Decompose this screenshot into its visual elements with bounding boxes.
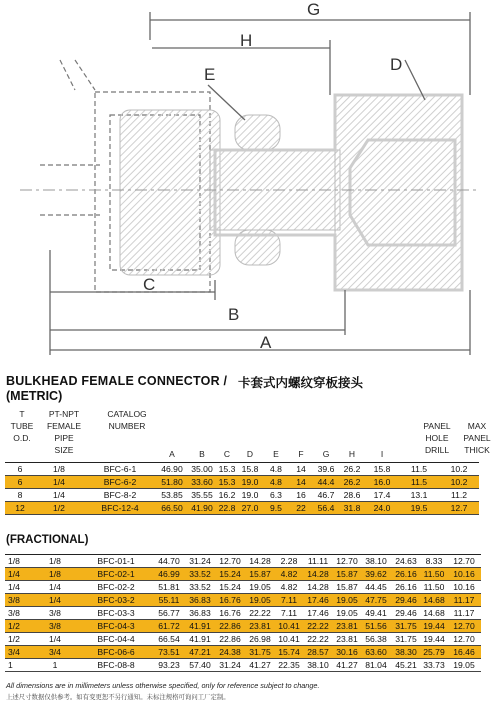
cell-c: 12.70 [219, 556, 241, 566]
cell-b: 31.24 [189, 556, 211, 566]
cell-drill: 11.50 [423, 569, 445, 579]
header-col-d: D [246, 449, 254, 459]
cell-d: 23.81 [249, 621, 271, 631]
cell-t: 6 [17, 464, 23, 474]
cell-d: 19.0 [241, 490, 259, 500]
table-row [5, 568, 481, 581]
title-chinese: 卡套式内螺纹穿板接头 [238, 375, 364, 390]
cell-e: 4.82 [280, 569, 298, 579]
cell-drill: 11.5 [410, 464, 428, 474]
cell-t: 12 [15, 503, 25, 513]
cell-g: 30.16 [336, 647, 358, 657]
cell-b: 35.55 [191, 490, 213, 500]
label-b: B [228, 305, 240, 324]
cell-d: 27.0 [241, 503, 259, 513]
cell-pt: 1/4 [49, 634, 61, 644]
cell-h: 49.41 [365, 608, 387, 618]
cell-b: 57.40 [189, 660, 211, 670]
cell-g: 12.70 [336, 556, 358, 566]
cell-drill: 19.44 [423, 621, 445, 631]
cell-drill: 8.33 [425, 556, 443, 566]
cell-f: 22.22 [307, 634, 329, 644]
header-catalog: CATALOG NUMBER [107, 409, 147, 431]
cell-g: 15.87 [336, 569, 358, 579]
cell-a: 93.23 [158, 660, 180, 670]
cell-thick: 10.16 [453, 582, 475, 592]
cell-f: 22.22 [307, 621, 329, 631]
cell-thick: 11.2 [450, 490, 468, 500]
cell-h: 28.6 [343, 490, 361, 500]
cell-f: 14 [296, 464, 306, 474]
cell-g: 15.87 [336, 582, 358, 592]
cell-c: 24.38 [219, 647, 241, 657]
cell-i: 31.75 [395, 621, 417, 631]
cell-e: 6.3 [270, 490, 282, 500]
cell-drill: 11.5 [410, 477, 428, 487]
cell-t: 3/4 [8, 647, 20, 657]
cell-i: 24.0 [373, 503, 391, 513]
cell-c: 22.8 [218, 503, 236, 513]
cell-g: 56.4 [317, 503, 335, 513]
cell-b: 33.52 [189, 582, 211, 592]
cell-pt: 3/8 [49, 621, 61, 631]
cell-t: 1/8 [8, 556, 20, 566]
cell-a: 73.51 [158, 647, 180, 657]
cell-drill: 13.1 [410, 490, 428, 500]
cell-t: 6 [17, 477, 23, 487]
cell-a: 66.54 [158, 634, 180, 644]
cell-thick: 12.7 [450, 503, 468, 513]
cell-c: 16.76 [219, 608, 241, 618]
cell-t: 1/2 [8, 621, 20, 631]
cell-a: 66.50 [161, 503, 183, 513]
cell-i: 31.75 [395, 634, 417, 644]
cell-pt: 1/4 [49, 595, 61, 605]
cell-drill: 11.50 [423, 582, 445, 592]
cell-f: 11.11 [307, 556, 329, 566]
cell-h: 38.10 [365, 556, 387, 566]
cell-thick: 10.16 [453, 569, 475, 579]
cell-thick: 16.46 [453, 647, 475, 657]
footnote-english: All dimensions are in millimeters unless otherwise specified, only for reference subject to change. [6, 681, 320, 690]
cell-b: 41.91 [189, 621, 211, 631]
cell-c: 15.24 [219, 569, 241, 579]
header-col-f: F [298, 449, 304, 459]
cell-drill: 19.44 [423, 634, 445, 644]
cell-b: 33.60 [191, 477, 213, 487]
cell-b: 41.91 [189, 634, 211, 644]
cell-h: 26.2 [343, 477, 361, 487]
cell-d: 19.05 [249, 582, 271, 592]
cell-cat: BFC-6-2 [103, 477, 137, 487]
cell-pt: 1/4 [53, 477, 65, 487]
cell-d: 15.8 [241, 464, 259, 474]
cell-f: 38.10 [307, 660, 329, 670]
cell-d: 31.75 [249, 647, 271, 657]
table-row [5, 620, 481, 633]
cell-d: 14.28 [249, 556, 271, 566]
cell-a: 61.72 [158, 621, 180, 631]
header-col-a: A [169, 449, 175, 459]
cell-f: 14 [296, 477, 306, 487]
header-tube-od: T TUBE O.D. [10, 409, 34, 443]
cell-g: 23.81 [336, 634, 358, 644]
cell-e: 9.5 [270, 503, 282, 513]
table-row [5, 581, 481, 594]
cell-cat: BFC-8-2 [103, 490, 137, 500]
cell-i: 38.30 [395, 647, 417, 657]
cell-e: 10.41 [278, 621, 300, 631]
cell-drill: 14.68 [423, 595, 445, 605]
header-col-c: C [223, 449, 231, 459]
cell-e: 10.41 [278, 634, 300, 644]
cell-d: 19.05 [249, 595, 271, 605]
header-col-g: G [322, 449, 330, 459]
cell-e: 22.35 [278, 660, 300, 670]
table-row [5, 607, 481, 620]
cell-a: 51.80 [161, 477, 183, 487]
footnote-chinese: 上述尺寸数据仅供参考。如有变更恕不另行通知。未标注规格可询问工厂定制。 [6, 693, 230, 701]
fractional-table [5, 554, 481, 672]
table-row [5, 594, 481, 607]
cell-pt: 3/4 [49, 647, 61, 657]
cell-thick: 11.17 [453, 608, 475, 618]
table-row [5, 502, 479, 515]
cell-c: 15.3 [218, 464, 236, 474]
cell-c: 16.76 [219, 595, 241, 605]
cell-e: 2.28 [280, 556, 298, 566]
cell-h: 31.8 [343, 503, 361, 513]
cell-b: 35.00 [191, 464, 213, 474]
cell-h: 81.04 [365, 660, 387, 670]
label-c: C [143, 275, 156, 294]
cell-c: 15.3 [218, 477, 236, 487]
cell-i: 26.16 [395, 582, 417, 592]
cell-h: 51.56 [365, 621, 387, 631]
cell-f: 28.57 [307, 647, 329, 657]
cell-cat: BFC-12-4 [101, 503, 139, 513]
cell-g: 46.7 [317, 490, 335, 500]
cell-a: 55.11 [158, 595, 180, 605]
cell-h: 47.75 [365, 595, 387, 605]
cell-thick: 19.05 [453, 660, 475, 670]
cell-i: 17.4 [373, 490, 391, 500]
cell-t: 1 [8, 660, 13, 670]
body-shape [120, 95, 462, 290]
label-h: H [240, 31, 253, 50]
cell-g: 41.27 [336, 660, 358, 670]
header-col-e: E [273, 449, 279, 459]
cell-cat: BFC-06-6 [97, 647, 135, 657]
cell-pt: 1/2 [53, 503, 65, 513]
cell-a: 53.85 [161, 490, 183, 500]
cell-f: 14.28 [307, 582, 329, 592]
cell-thick: 10.2 [450, 477, 468, 487]
cell-f: 14.28 [307, 569, 329, 579]
cell-h: 63.60 [365, 647, 387, 657]
cell-e: 7.11 [280, 608, 298, 618]
cell-c: 16.2 [218, 490, 236, 500]
cell-i: 24.63 [395, 556, 417, 566]
metric-table [5, 462, 479, 515]
cell-pt: 1 [52, 660, 58, 670]
cell-a: 46.90 [161, 464, 183, 474]
cell-drill: 25.79 [423, 647, 445, 657]
cell-b: 33.52 [189, 569, 211, 579]
cell-i: 29.46 [395, 595, 417, 605]
cell-b: 41.90 [191, 503, 213, 513]
cell-h: 44.45 [365, 582, 387, 592]
cell-i: 29.46 [395, 608, 417, 618]
cell-i: 45.21 [395, 660, 417, 670]
cell-a: 51.81 [158, 582, 180, 592]
cell-cat: BFC-01-1 [97, 556, 135, 566]
cell-cat: BFC-03-3 [97, 608, 135, 618]
cell-c: 31.24 [219, 660, 241, 670]
header-col-i: I [380, 449, 384, 459]
cell-h: 26.2 [343, 464, 361, 474]
cell-t: 3/8 [8, 608, 20, 618]
cell-h: 56.38 [365, 634, 387, 644]
cell-g: 19.05 [336, 595, 358, 605]
cell-pt: 1/4 [53, 490, 65, 500]
cell-drill: 14.68 [423, 608, 445, 618]
cell-cat: BFC-04-4 [97, 634, 135, 644]
label-a: A [260, 333, 272, 352]
cell-d: 15.87 [249, 569, 271, 579]
cell-cat: BFC-04-3 [97, 621, 135, 631]
label-g: G [307, 0, 321, 19]
cell-i: 16.0 [373, 477, 391, 487]
title-metric: (METRIC) [6, 389, 63, 403]
header-pipe-size: PT-NPT FEMALE PIPE SIZE [46, 409, 81, 455]
cell-t: 3/8 [8, 595, 20, 605]
label-d: D [390, 55, 403, 74]
cell-g: 39.6 [317, 464, 335, 474]
title-english: BULKHEAD FEMALE CONNECTOR / [6, 374, 228, 388]
table-row [5, 476, 479, 489]
table-row [5, 659, 481, 672]
cell-thick: 12.70 [453, 621, 475, 631]
cell-b: 36.83 [189, 595, 211, 605]
table-row [5, 633, 481, 646]
cell-thick: 10.2 [450, 464, 468, 474]
cell-a: 46.99 [158, 569, 180, 579]
table-row [5, 489, 479, 502]
cell-c: 15.24 [219, 582, 241, 592]
cell-thick: 12.70 [453, 556, 475, 566]
cell-e: 15.74 [278, 647, 300, 657]
cell-t: 1/2 [8, 634, 20, 644]
cell-d: 22.22 [249, 608, 271, 618]
cell-f: 17.46 [307, 608, 329, 618]
cell-d: 26.98 [249, 634, 271, 644]
label-e: E [204, 65, 216, 84]
cell-pt: 1/8 [53, 464, 65, 474]
cell-pt: 1/8 [49, 556, 61, 566]
cell-c: 22.86 [219, 634, 241, 644]
cell-e: 4.8 [270, 477, 282, 487]
table-row [5, 646, 481, 659]
cell-cat: BFC-6-1 [103, 464, 137, 474]
header-max-panel: MAX PANEL THICK [463, 421, 491, 455]
cell-b: 47.21 [189, 647, 211, 657]
cell-f: 22 [296, 503, 306, 513]
cell-g: 23.81 [336, 621, 358, 631]
cell-pt: 1/8 [49, 569, 61, 579]
cell-thick: 11.17 [453, 595, 475, 605]
cell-h: 39.62 [365, 569, 387, 579]
cell-cat: BFC-03-2 [97, 595, 135, 605]
cell-b: 36.83 [189, 608, 211, 618]
cell-i: 15.8 [373, 464, 391, 474]
cell-t: 8 [17, 490, 23, 500]
cell-e: 7.11 [280, 595, 298, 605]
cell-e: 4.82 [280, 582, 298, 592]
cell-drill: 19.5 [410, 503, 428, 513]
header-col-b: B [199, 449, 205, 459]
header-panel-drill: PANEL HOLE DRILL [423, 421, 451, 455]
table-row [5, 463, 479, 476]
fractional-title: (FRACTIONAL) [6, 534, 89, 546]
cell-cat: BFC-02-2 [97, 582, 135, 592]
cell-pt: 3/8 [49, 608, 61, 618]
cell-t: 1/4 [8, 582, 20, 592]
cell-d: 41.27 [249, 660, 271, 670]
cell-f: 17.46 [307, 595, 329, 605]
cell-drill: 33.73 [423, 660, 445, 670]
cell-cat: BFC-02-1 [97, 569, 135, 579]
cell-g: 44.4 [317, 477, 335, 487]
cell-t: 1/4 [8, 569, 20, 579]
cell-d: 19.0 [241, 477, 259, 487]
header-col-h: H [348, 449, 356, 459]
table-row [5, 555, 481, 568]
cell-g: 19.05 [336, 608, 358, 618]
cell-pt: 1/4 [49, 582, 61, 592]
cell-a: 56.77 [158, 608, 180, 618]
cell-cat: BFC-08-8 [97, 660, 135, 670]
cell-a: 44.70 [158, 556, 180, 566]
cell-i: 26.16 [395, 569, 417, 579]
cell-e: 4.8 [270, 464, 282, 474]
cell-f: 16 [296, 490, 306, 500]
cell-c: 22.86 [219, 621, 241, 631]
cell-thick: 12.70 [453, 634, 475, 644]
